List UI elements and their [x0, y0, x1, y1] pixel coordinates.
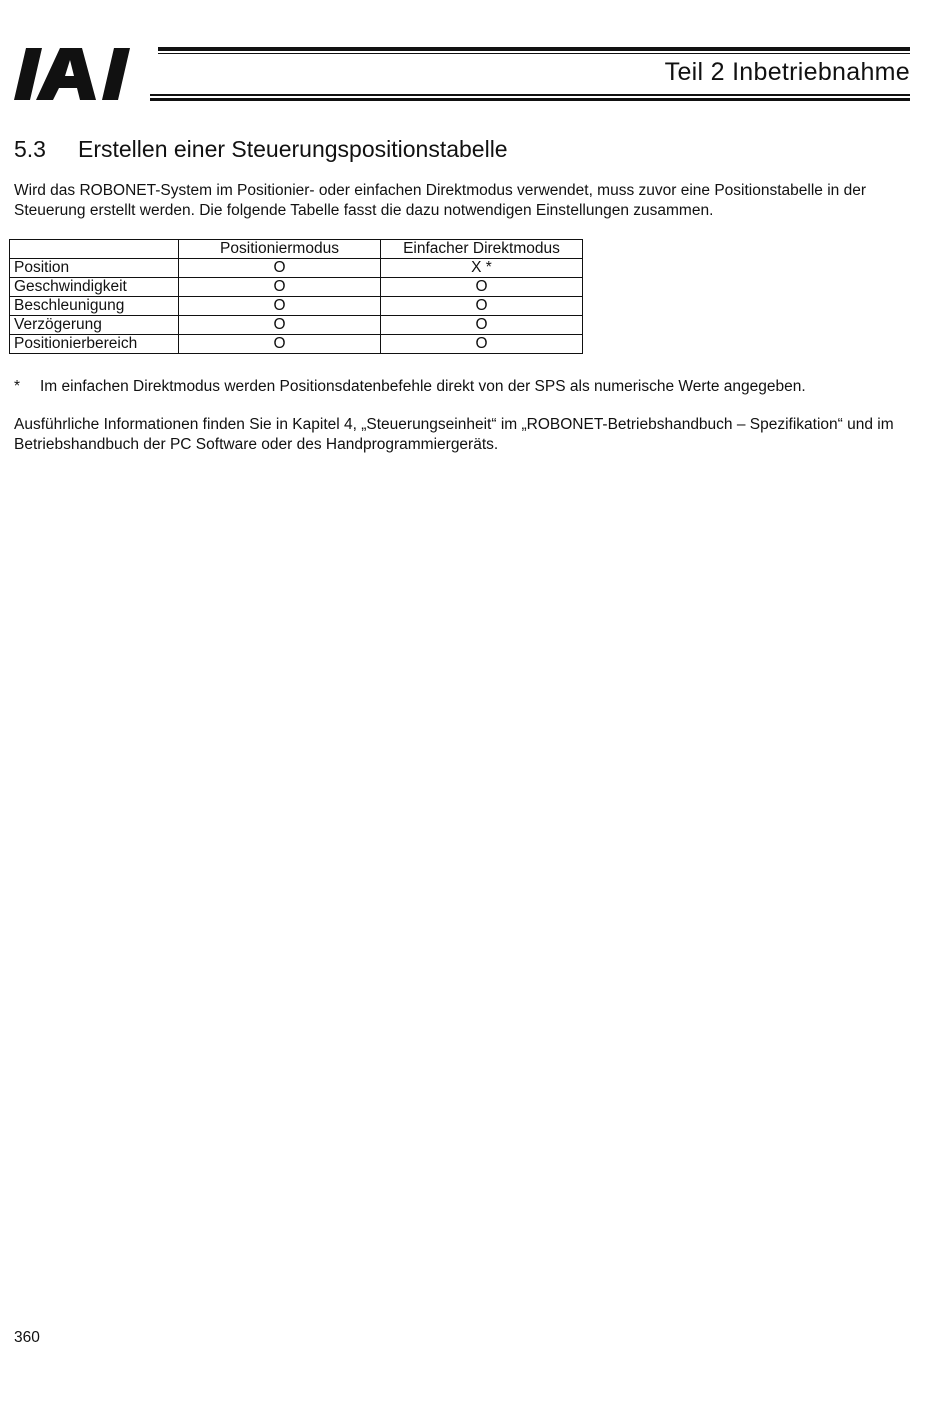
row-label: Positionierbereich — [10, 335, 179, 354]
footnote-text: Im einfachen Direktmodus werden Positionsdatenbefehle direkt von der SPS als numerische Werte angegeben. — [40, 378, 806, 395]
table-cell: X * — [381, 259, 583, 278]
section-title: Erstellen einer Steuerungspositionstabelle — [78, 136, 508, 162]
footnote — [14, 377, 934, 397]
table-cell: O — [179, 278, 381, 297]
row-label: Verzögerung — [10, 316, 179, 335]
footnote-mark: * — [14, 378, 21, 395]
table-cell: O — [179, 297, 381, 316]
table-cell: O — [381, 297, 583, 316]
table-row — [10, 259, 583, 278]
section-number: 5.3 — [14, 136, 46, 162]
table-cell: O — [381, 316, 583, 335]
part-title: Teil 2 Inbetriebnahme — [664, 58, 910, 86]
table-cell: O — [179, 316, 381, 335]
table-header-cell — [10, 240, 179, 259]
table-cell: O — [179, 335, 381, 354]
table-row — [10, 297, 583, 316]
header-rule-top — [158, 47, 910, 51]
table-header-cell: Positioniermodus — [179, 240, 381, 259]
table-cell: O — [179, 259, 381, 278]
intro-paragraph: Wird das ROBONET-System im Positionier- oder einfachen Direktmodus verwendet, muss zuvor eine Positionstabelle in der Steuerung erstellt werden. Die folgende Tabelle fasst die dazu notwendigen Einstellungen zusammen. — [14, 182, 866, 219]
table-cell: O — [381, 335, 583, 354]
row-label: Geschwindigkeit — [10, 278, 179, 297]
settings-table — [9, 239, 583, 354]
table-row — [10, 278, 583, 297]
table-row — [10, 316, 583, 335]
table-header-row — [10, 240, 583, 259]
table-row — [10, 335, 583, 354]
reference-paragraph: Ausführliche Informationen finden Sie in Kapitel 4, „Steuerungseinheit“ im „ROBONET-Betriebshandbuch – Spezifikation“ und im Betriebshandbuch der PC Software oder des Handprogrammiergeräts. — [14, 416, 894, 453]
header-rule-bottom-thin — [150, 94, 910, 96]
row-label: Position — [10, 259, 179, 278]
row-label: Beschleunigung — [10, 297, 179, 316]
header-rule-bottom — [150, 98, 910, 101]
table-cell: O — [381, 278, 583, 297]
iai-logo — [12, 46, 152, 102]
header-rule-top-thin — [158, 53, 910, 54]
page-number: 360 — [14, 1329, 40, 1346]
table-header-cell: Einfacher Direktmodus — [381, 240, 583, 259]
section-heading — [14, 136, 508, 163]
